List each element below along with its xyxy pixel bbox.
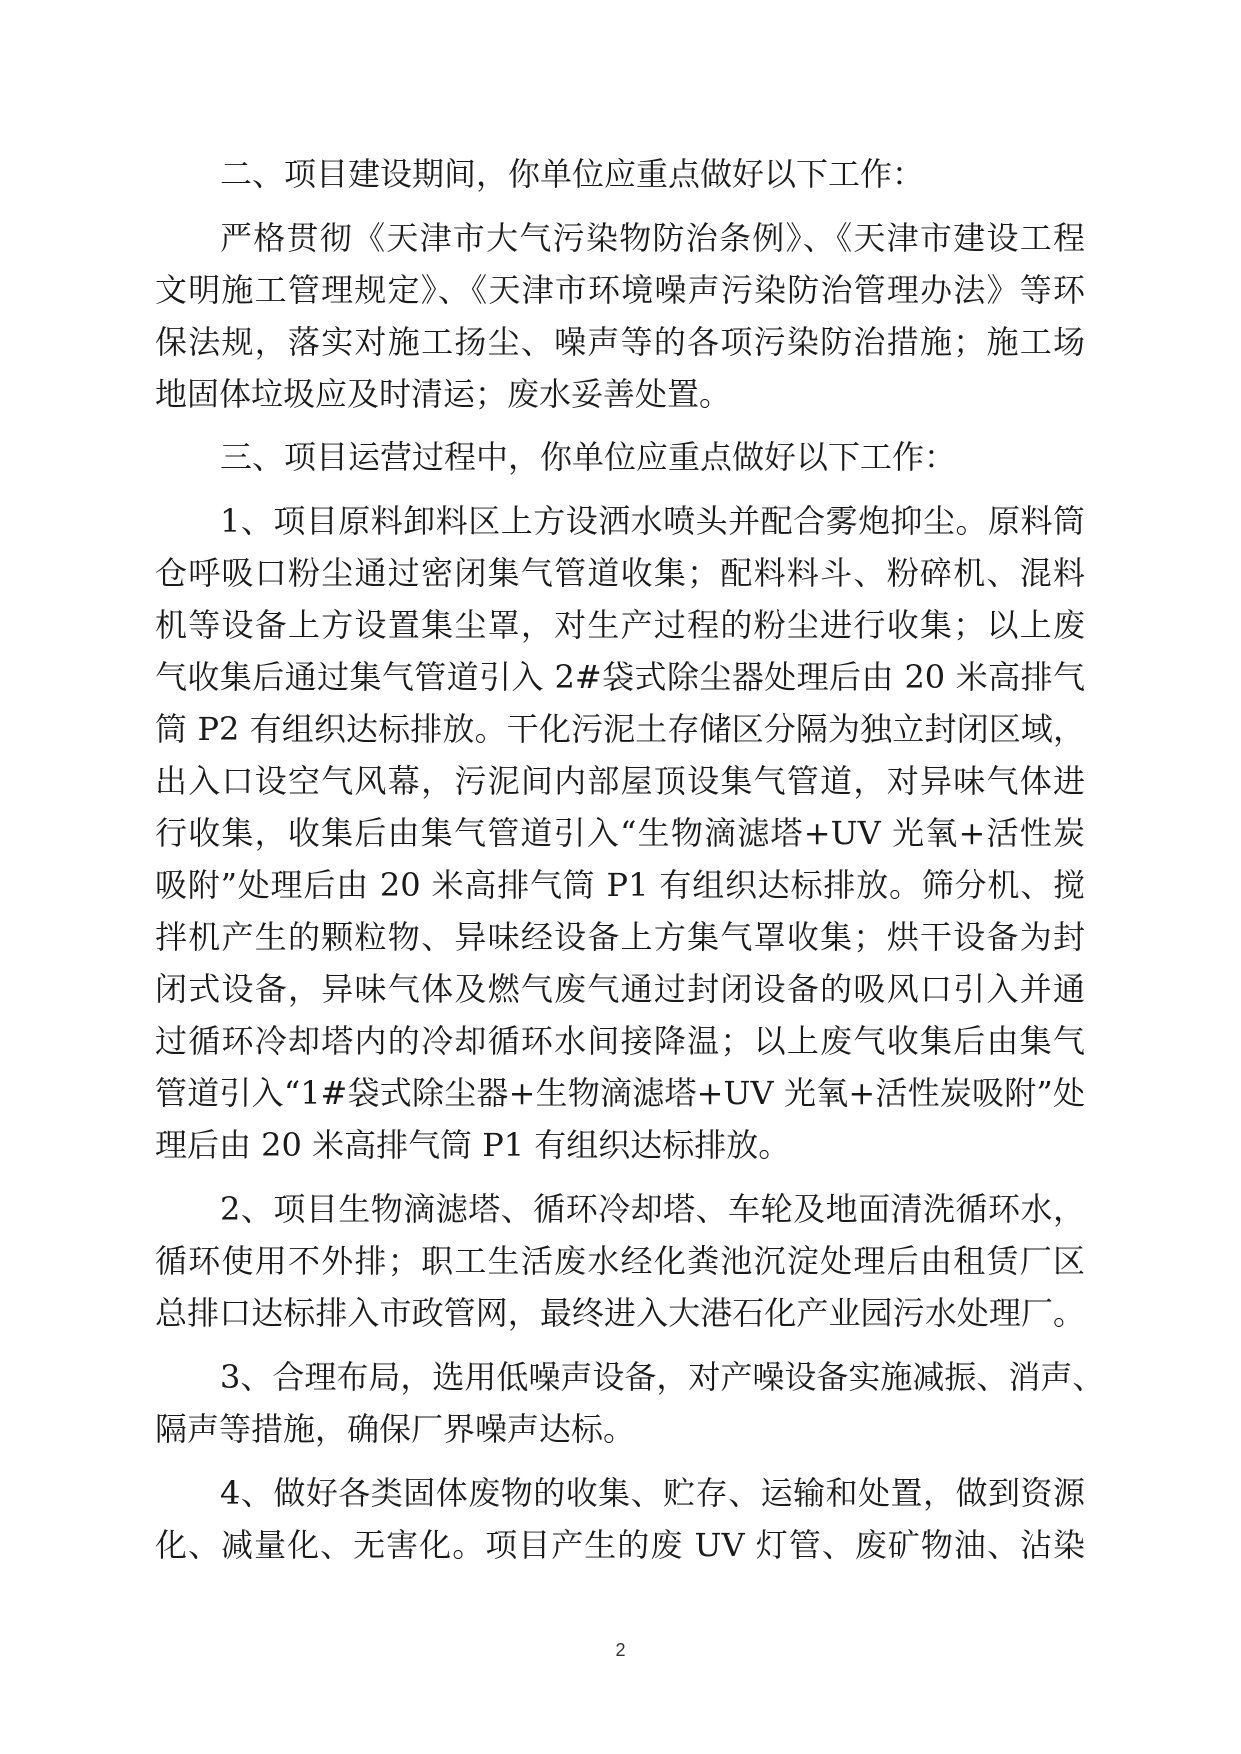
paragraph-line: 出入口设空气风幕，污泥间内部屋顶设集气管道，对异味气体进 bbox=[155, 762, 1085, 800]
section-heading-construction: 二、项目建设期间，你单位应重点做好以下工作： bbox=[220, 155, 925, 193]
paragraph-line: 保法规，落实对施工扬尘、噪声等的各项污染防治措施；施工场 bbox=[155, 323, 1085, 361]
paragraph-line: 文明施工管理规定》、《天津市环境噪声污染防治管理办法》等环 bbox=[155, 271, 1085, 309]
paragraph-line: 机等设备上方设置集尘罩，对生产过程的粉尘进行收集；以上废 bbox=[155, 606, 1085, 644]
paragraph-line: 理后由 20 米高排气筒 P1 有组织达标排放。 bbox=[155, 1126, 791, 1164]
page-number: 2 bbox=[615, 1640, 626, 1660]
paragraph-line: 闭式设备，异味气体及燃气废气通过封闭设备的吸风口引入并通 bbox=[155, 970, 1085, 1008]
paragraph-line: 吸附”处理后由 20 米高排气筒 P1 有组织达标排放。筛分机、搅 bbox=[155, 866, 1085, 904]
paragraph-line: 循环使用不外排；职工生活废水经化粪池沉淀处理后由租赁厂区 bbox=[155, 1242, 1085, 1280]
paragraph-line: 仓呼吸口粉尘通过密闭集气管道收集；配料料斗、粉碎机、混料 bbox=[155, 554, 1085, 592]
section-heading-operation: 三、项目运营过程中，你单位应重点做好以下工作： bbox=[220, 438, 957, 476]
paragraph-line: 行收集，收集后由集气管道引入“生物滴滤塔+UV 光氧+活性炭 bbox=[155, 814, 1085, 852]
paragraph-line: 气收集后通过集气管道引入 2#袋式除尘器处理后由 20 米高排气 bbox=[155, 658, 1085, 696]
paragraph-line: 化、减量化、无害化。项目产生的废 UV 灯管、废矿物油、沾染 bbox=[155, 1526, 1085, 1564]
paragraph-line: 管道引入“1#袋式除尘器+生物滴滤塔+UV 光氧+活性炭吸附”处 bbox=[155, 1074, 1085, 1112]
paragraph-line: 地固体垃圾应及时清运；废水妥善处置。 bbox=[155, 375, 732, 413]
paragraph-line: 2、项目生物滴滤塔、循环冷却塔、车轮及地面清洗循环水， bbox=[220, 1190, 1085, 1228]
paragraph-line: 总排口达标排入市政管网，最终进入大港石化产业园污水处理厂。 bbox=[155, 1294, 1085, 1332]
paragraph-line: 筒 P2 有组织达标排放。干化污泥土存储区分隔为独立封闭区域， bbox=[155, 710, 1085, 748]
paragraph-line: 过循环冷却塔内的冷却循环水间接降温；以上废气收集后由集气 bbox=[155, 1022, 1085, 1060]
paragraph-line: 拌机产生的颗粒物、异味经设备上方集气罩收集；烘干设备为封 bbox=[155, 918, 1085, 956]
paragraph-line: 4、做好各类固体废物的收集、贮存、运输和处置，做到资源 bbox=[220, 1474, 1085, 1512]
paragraph-line: 严格贯彻《天津市大气污染物防治条例》、《天津市建设工程 bbox=[220, 219, 1085, 257]
paragraph-line: 3、合理布局，选用低噪声设备，对产噪设备实施减振、消声、 bbox=[220, 1358, 1105, 1396]
paragraph-line: 隔声等措施，确保厂界噪声达标。 bbox=[155, 1410, 636, 1448]
paragraph-line: 1、项目原料卸料区上方设洒水喷头并配合雾炮抑尘。原料筒 bbox=[220, 502, 1085, 540]
